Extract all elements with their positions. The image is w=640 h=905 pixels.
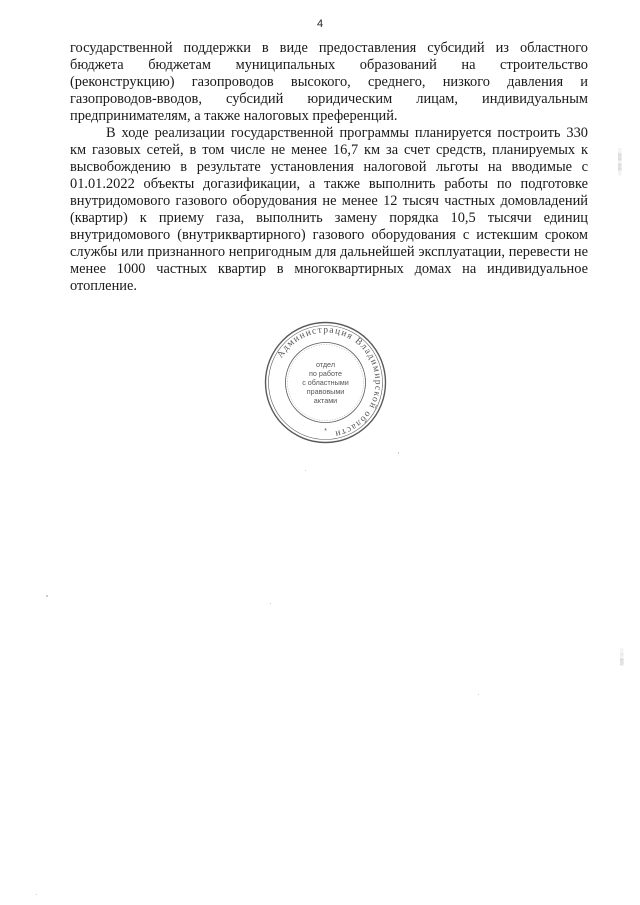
scan-speck xyxy=(46,595,48,597)
scan-speck xyxy=(398,452,399,454)
seal-outer-text: Администрация Владимирской области xyxy=(275,325,383,439)
scan-speck xyxy=(305,470,306,471)
page-number: 4 xyxy=(316,18,324,30)
seal-center-line-5: актами xyxy=(313,396,338,405)
seal-center-line-3: с областными xyxy=(302,378,349,387)
paragraph-program-goals: В ходе реализации государственной программы планируется построить 330 км газовых сетей, в том числе не менее 16,7 км за счет средств, планируемых к высвобождению в результате установления налоговой льготы на вводимые с 01.01.2022 объекты догазификации, а также выполнить работы по подготовке внутридомового газового оборудования не менее 12 тысяч частных домовладений (квартир) к приему газа, выполнить замену порядка 10,5 тысячи единиц внутридомового (внутриквартирного) газового оборудования с истекшим сроком службы или признанного непригодным для дальнейшей эксплуатации, перевести не менее 1000 частных квартир в многоквартирных домах на индивидуальное отопление. xyxy=(70,125,588,294)
seal-center-line-2: по работе xyxy=(308,369,343,378)
seal-star: * xyxy=(324,426,327,435)
scan-artifact-bottom: ░ ░ ▒ xyxy=(620,649,624,666)
seal-center-line-1: отдел xyxy=(315,360,336,369)
scan-speck xyxy=(270,603,271,604)
document-body xyxy=(70,40,588,295)
scan-artifact-top: ░ ▒ ░ ▒ ░ xyxy=(618,149,622,176)
seal-center-line-4: правовыми xyxy=(306,387,345,396)
scan-speck xyxy=(36,894,37,895)
seal-graphic xyxy=(263,320,388,445)
official-seal xyxy=(263,320,388,445)
scan-speck xyxy=(478,694,479,695)
paragraph-subsidies: государственной поддержки в виде предоставления субсидий из областного бюджета бюджетам муниципальных образований на строительство (реконструкцию) газопроводов высокого, среднего, низкого давления и газопроводов-вводов, субсидий юридическим лицам, индивидуальным предпринимателям, а также налоговых преференций. xyxy=(70,40,588,124)
